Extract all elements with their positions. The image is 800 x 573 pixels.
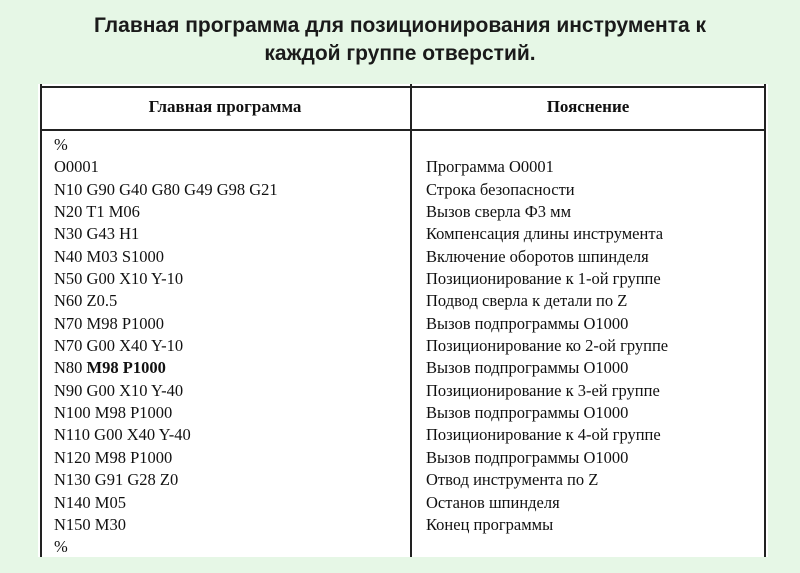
column-divider — [410, 84, 412, 557]
table-border-left — [40, 84, 42, 557]
code-line: N100 M98 P1000 — [54, 403, 173, 423]
code-column — [54, 134, 278, 559]
note-line — [426, 134, 668, 156]
code-line: N20 T1 M06 — [54, 202, 140, 222]
code-line: N140 M05 — [54, 492, 126, 512]
code-line: N30 G43 H1 — [54, 224, 140, 244]
note-line: Вызов подпрограммы O1000 — [426, 313, 629, 333]
code-line: N40 M03 S1000 — [54, 246, 165, 266]
code-line: N70 M98 P1000 — [54, 313, 165, 333]
code-line — [54, 357, 278, 379]
header-explanation: Пояснение — [546, 97, 630, 116]
note-line: Вызов подпрограммы O1000 — [426, 447, 629, 467]
code-line: N150 M30 — [54, 514, 126, 534]
title-line-2: каждой группе отверстий. — [264, 42, 536, 65]
note-line: Позиционирование ко 2-ой группе — [426, 336, 669, 356]
code-line: N50 G00 X10 Y-10 — [54, 269, 184, 289]
header-divider — [40, 129, 766, 131]
code-line: % — [54, 537, 68, 557]
code-bold-segment: M98 P1000 — [86, 358, 166, 378]
note-line: Останов шпинделя — [426, 492, 560, 512]
code-line: O0001 — [54, 157, 99, 177]
note-line: Вызов подпрограммы O1000 — [426, 358, 629, 378]
code-line: N120 M98 P1000 — [54, 447, 173, 467]
note-line: Подвод сверла к детали по Z — [426, 291, 628, 311]
note-line: Включение оборотов шпинделя — [426, 246, 649, 266]
table-border-right — [764, 84, 766, 557]
code-line: N110 G00 X40 Y-40 — [54, 425, 191, 445]
note-line: Отвод инструмента по Z — [426, 470, 599, 490]
note-line: Строка безопасности — [426, 179, 575, 199]
note-line: Программа O0001 — [426, 157, 554, 177]
code-line: N60 Z0.5 — [54, 291, 118, 311]
code-line: % — [54, 135, 68, 154]
table-border-top — [40, 86, 766, 88]
code-line: N130 G91 G28 Z0 — [54, 470, 179, 490]
header-main-program: Главная программа — [148, 97, 302, 116]
code-prefix: N80 — [54, 358, 87, 378]
note-line: Вызов подпрограммы O1000 — [426, 403, 629, 423]
note-line: Позиционирование к 1-ой группе — [426, 269, 661, 289]
program-table — [38, 84, 768, 557]
code-line: N10 G90 G40 G80 G49 G98 G21 — [54, 179, 278, 199]
note-line: Конец программы — [426, 514, 554, 534]
note-line: Позиционирование к 4-ой группе — [426, 425, 661, 445]
code-line: N70 G00 X40 Y-10 — [54, 336, 184, 356]
note-line: Компенсация длины инструмента — [426, 224, 664, 244]
note-column — [426, 134, 668, 559]
title-line-1: Главная программа для позиционирования инструмента к — [93, 14, 707, 37]
note-line — [426, 536, 668, 558]
note-line: Вызов сверла Ф3 мм — [426, 202, 572, 222]
note-line: Позиционирование к 3-ей группе — [426, 380, 660, 400]
code-line: N90 G00 X10 Y-40 — [54, 380, 184, 400]
slide-title — [0, 12, 800, 68]
